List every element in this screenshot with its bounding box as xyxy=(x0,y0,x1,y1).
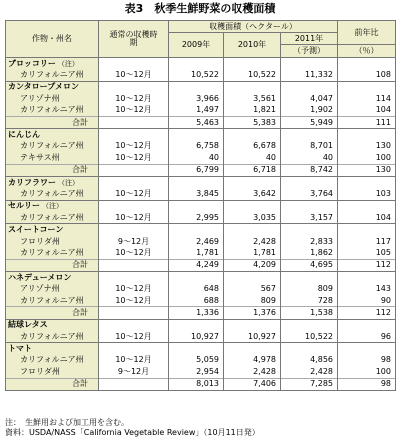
value-2010-cell: 4,978 xyxy=(224,355,281,366)
value-2011-cell: 8,742 xyxy=(281,164,338,176)
value-2011-cell xyxy=(281,58,338,70)
header-period: 通常の収穫時期 xyxy=(99,21,169,58)
value-2009-cell xyxy=(169,129,224,141)
period-cell xyxy=(99,200,169,212)
value-2009-cell: 3,845 xyxy=(169,188,224,200)
state-row xyxy=(6,283,396,294)
total-row xyxy=(6,307,396,319)
row-name-cell xyxy=(6,307,99,319)
period-cell: 10～12月 xyxy=(99,105,169,117)
harvest-area-table xyxy=(5,20,396,391)
value-2009-cell xyxy=(169,224,224,236)
total-row xyxy=(6,164,396,176)
harvest-area-table-wrapper xyxy=(5,20,395,391)
row-name: ブロッコリー xyxy=(8,58,56,68)
table-header xyxy=(6,21,396,58)
table-body xyxy=(6,58,396,391)
row-name-cell xyxy=(6,129,99,141)
yoy-cell: 103 xyxy=(338,188,396,200)
value-2009-cell: 6,758 xyxy=(169,141,224,152)
crop-row xyxy=(6,58,396,70)
row-name-cell xyxy=(6,188,99,200)
state-row xyxy=(6,295,396,307)
yoy-cell: 100 xyxy=(338,366,396,378)
value-2010-cell xyxy=(224,272,281,284)
period-cell xyxy=(99,319,169,331)
row-note-marker: （注） xyxy=(42,202,63,211)
yoy-cell: 104 xyxy=(338,212,396,224)
value-2010-cell: 4,209 xyxy=(224,259,281,271)
row-name: フロリダ州 xyxy=(20,236,60,246)
period-cell: 10～12月 xyxy=(99,93,169,104)
row-name-cell xyxy=(6,247,99,259)
row-name-cell xyxy=(6,69,99,81)
value-2010-cell xyxy=(224,200,281,212)
row-name: トマト xyxy=(8,344,32,354)
value-2011-cell xyxy=(281,272,338,284)
period-cell: 9～12月 xyxy=(99,236,169,247)
value-2010-cell xyxy=(224,343,281,355)
value-2011-cell: 1,862 xyxy=(281,247,338,259)
value-2010-cell: 1,821 xyxy=(224,105,281,117)
row-note-marker: （注） xyxy=(58,178,79,187)
yoy-cell xyxy=(338,176,396,188)
value-2009-cell: 4,249 xyxy=(169,259,224,271)
value-2011-cell: 809 xyxy=(281,283,338,294)
row-name-cell xyxy=(6,116,99,128)
total-row xyxy=(6,259,396,271)
value-2010-cell xyxy=(224,319,281,331)
row-name-cell xyxy=(6,378,99,390)
header-2009: 2009年 xyxy=(169,33,224,58)
yoy-cell: 90 xyxy=(338,295,396,307)
row-name-cell xyxy=(6,259,99,271)
state-row xyxy=(6,69,396,81)
yoy-cell: 111 xyxy=(338,116,396,128)
value-2009-cell: 6,799 xyxy=(169,164,224,176)
period-cell: 10～12月 xyxy=(99,212,169,224)
value-2010-cell xyxy=(224,129,281,141)
header-yoy: 前年比 xyxy=(338,21,396,45)
crop-row xyxy=(6,319,396,331)
yoy-cell: 114 xyxy=(338,93,396,104)
yoy-cell xyxy=(338,58,396,70)
state-row xyxy=(6,331,396,343)
yoy-cell: 104 xyxy=(338,105,396,117)
value-2011-cell: 8,701 xyxy=(281,141,338,152)
value-2011-cell: 4,695 xyxy=(281,259,338,271)
period-cell xyxy=(99,307,169,319)
period-cell: 10～12月 xyxy=(99,141,169,152)
value-2011-cell xyxy=(281,176,338,188)
yoy-cell xyxy=(338,200,396,212)
row-name: カリフォルニア州 xyxy=(20,331,84,341)
row-name: カリフォルニア州 xyxy=(20,355,84,365)
crop-row xyxy=(6,200,396,212)
crop-row xyxy=(6,272,396,284)
value-2010-cell xyxy=(224,176,281,188)
yoy-cell: 105 xyxy=(338,247,396,259)
row-name-cell xyxy=(6,176,99,188)
header-2010: 2010年 xyxy=(224,33,281,58)
value-2011-cell: 7,285 xyxy=(281,378,338,390)
header-yoy-unit: （％） xyxy=(338,45,396,58)
row-name: アリゾナ州 xyxy=(20,93,60,103)
value-2011-cell xyxy=(281,200,338,212)
state-row xyxy=(6,93,396,104)
row-name: カリフォルニア州 xyxy=(20,247,84,257)
value-2011-cell: 4,856 xyxy=(281,355,338,366)
value-2009-cell: 2,469 xyxy=(169,236,224,247)
value-2011-cell: 40 xyxy=(281,152,338,164)
yoy-cell: 117 xyxy=(338,236,396,247)
value-2010-cell: 1,376 xyxy=(224,307,281,319)
row-note-marker: （注） xyxy=(57,59,79,68)
yoy-cell: 143 xyxy=(338,283,396,294)
header-area: 収穫面積（ヘクタール） xyxy=(169,21,338,33)
row-name: カリフォルニア州 xyxy=(20,295,84,305)
value-2010-cell: 5,383 xyxy=(224,116,281,128)
yoy-cell: 112 xyxy=(338,307,396,319)
row-name: にんじん xyxy=(8,130,40,140)
row-name-cell xyxy=(6,93,99,104)
value-2010-cell: 3,561 xyxy=(224,93,281,104)
value-2010-cell xyxy=(224,224,281,236)
period-cell: 9～12月 xyxy=(99,366,169,378)
value-2010-cell: 3,035 xyxy=(224,212,281,224)
value-2009-cell xyxy=(169,272,224,284)
value-2009-cell: 648 xyxy=(169,283,224,294)
row-name: カリフォルニア州 xyxy=(20,188,84,198)
value-2011-cell xyxy=(281,343,338,355)
row-name: カリフラワー xyxy=(8,177,56,187)
value-2011-cell: 5,949 xyxy=(281,116,338,128)
row-name-cell xyxy=(6,319,99,331)
period-cell: 10～12月 xyxy=(99,247,169,259)
period-cell xyxy=(99,116,169,128)
yoy-cell: 100 xyxy=(338,152,396,164)
row-name: 合計 xyxy=(72,307,88,317)
row-name-cell xyxy=(6,355,99,366)
value-2010-cell: 2,428 xyxy=(224,366,281,378)
crop-row xyxy=(6,176,396,188)
value-2009-cell: 40 xyxy=(169,152,224,164)
state-row xyxy=(6,141,396,152)
period-cell: 10～12月 xyxy=(99,188,169,200)
value-2009-cell: 10,927 xyxy=(169,331,224,343)
value-2010-cell: 1,781 xyxy=(224,247,281,259)
row-name: カンタロープメロン xyxy=(8,82,79,92)
value-2010-cell xyxy=(224,58,281,70)
period-cell: 10～12月 xyxy=(99,331,169,343)
row-name-cell xyxy=(6,224,99,236)
value-2010-cell: 6,678 xyxy=(224,141,281,152)
value-2009-cell xyxy=(169,319,224,331)
total-row xyxy=(6,378,396,390)
footnote: 注： 生鮮用および加工用を含む。 xyxy=(5,418,129,427)
header-2011: 2011年 xyxy=(281,33,338,45)
value-2009-cell: 1,781 xyxy=(169,247,224,259)
row-name: カリフォルニア州 xyxy=(20,212,84,222)
row-name: アリゾナ州 xyxy=(20,284,60,294)
table-title: 表3 秋季生鮮野菜の収穫面積 xyxy=(124,2,276,15)
value-2010-cell: 40 xyxy=(224,152,281,164)
row-name-cell xyxy=(6,272,99,284)
period-cell xyxy=(99,343,169,355)
value-2009-cell: 2,995 xyxy=(169,212,224,224)
row-name: カリフォルニア州 xyxy=(20,105,84,115)
value-2009-cell: 5,463 xyxy=(169,116,224,128)
state-row xyxy=(6,236,396,247)
yoy-cell: 98 xyxy=(338,355,396,366)
row-name-cell xyxy=(6,58,99,70)
row-name: セルリー xyxy=(8,201,40,211)
row-name: ハネデューメロン xyxy=(8,272,72,282)
yoy-cell: 108 xyxy=(338,69,396,81)
period-cell xyxy=(99,58,169,70)
yoy-cell xyxy=(338,272,396,284)
total-row xyxy=(6,116,396,128)
state-row xyxy=(6,188,396,200)
value-2011-cell: 2,833 xyxy=(281,236,338,247)
value-2009-cell: 3,966 xyxy=(169,93,224,104)
yoy-cell xyxy=(338,81,396,93)
value-2009-cell xyxy=(169,176,224,188)
period-cell: 10～12月 xyxy=(99,355,169,366)
value-2009-cell xyxy=(169,81,224,93)
row-name-cell xyxy=(6,343,99,355)
state-row xyxy=(6,212,396,224)
value-2010-cell: 2,428 xyxy=(224,236,281,247)
yoy-cell: 98 xyxy=(338,378,396,390)
crop-row xyxy=(6,129,396,141)
row-name-cell xyxy=(6,295,99,307)
value-2011-cell: 4,047 xyxy=(281,93,338,104)
row-name-cell xyxy=(6,81,99,93)
row-name: カリフォルニア州 xyxy=(20,70,84,80)
crop-row xyxy=(6,224,396,236)
value-2011-cell xyxy=(281,81,338,93)
value-2011-cell: 10,522 xyxy=(281,331,338,343)
value-2009-cell: 5,059 xyxy=(169,355,224,366)
value-2011-cell: 11,332 xyxy=(281,69,338,81)
value-2010-cell: 10,522 xyxy=(224,69,281,81)
value-2011-cell: 3,764 xyxy=(281,188,338,200)
state-row xyxy=(6,105,396,117)
row-name: 結球レタス xyxy=(8,320,48,330)
value-2011-cell: 3,157 xyxy=(281,212,338,224)
row-name-cell xyxy=(6,331,99,343)
state-row xyxy=(6,366,396,378)
row-name: 合計 xyxy=(72,117,88,127)
row-name-cell xyxy=(6,164,99,176)
row-name-cell xyxy=(6,200,99,212)
value-2010-cell: 809 xyxy=(224,295,281,307)
value-2009-cell: 2,954 xyxy=(169,366,224,378)
header-2011-forecast: （予測） xyxy=(281,45,338,58)
value-2009-cell xyxy=(169,343,224,355)
value-2010-cell xyxy=(224,81,281,93)
yoy-cell: 130 xyxy=(338,164,396,176)
period-cell xyxy=(99,164,169,176)
row-name-cell xyxy=(6,212,99,224)
period-cell: 10～12月 xyxy=(99,69,169,81)
row-name: 合計 xyxy=(72,165,88,175)
value-2011-cell: 2,428 xyxy=(281,366,338,378)
period-cell: 10～12月 xyxy=(99,283,169,294)
yoy-cell xyxy=(338,343,396,355)
period-cell xyxy=(99,81,169,93)
value-2011-cell xyxy=(281,224,338,236)
value-2011-cell xyxy=(281,129,338,141)
value-2009-cell xyxy=(169,58,224,70)
crop-row xyxy=(6,343,396,355)
value-2009-cell: 10,522 xyxy=(169,69,224,81)
period-cell xyxy=(99,176,169,188)
row-name-cell xyxy=(6,105,99,117)
period-cell: 10～12月 xyxy=(99,152,169,164)
source-note: 資料：USDA/NASS「California Vegetable Review」（10月11日発） xyxy=(5,428,260,437)
period-cell xyxy=(99,129,169,141)
yoy-cell xyxy=(338,129,396,141)
yoy-cell: 130 xyxy=(338,141,396,152)
crop-row xyxy=(6,81,396,93)
yoy-cell xyxy=(338,319,396,331)
yoy-cell: 112 xyxy=(338,259,396,271)
row-name: スイートコーン xyxy=(8,225,64,235)
value-2009-cell: 1,336 xyxy=(169,307,224,319)
period-cell xyxy=(99,224,169,236)
period-cell: 10～12月 xyxy=(99,295,169,307)
value-2010-cell: 7,406 xyxy=(224,378,281,390)
row-name-cell xyxy=(6,236,99,247)
row-name: カリフォルニア州 xyxy=(20,141,84,151)
state-row xyxy=(6,355,396,366)
value-2010-cell: 3,642 xyxy=(224,188,281,200)
row-name-cell xyxy=(6,141,99,152)
row-name-cell xyxy=(6,366,99,378)
value-2009-cell xyxy=(169,200,224,212)
value-2010-cell: 10,927 xyxy=(224,331,281,343)
row-name: 合計 xyxy=(72,379,88,389)
period-cell xyxy=(99,259,169,271)
value-2011-cell: 1,538 xyxy=(281,307,338,319)
period-cell xyxy=(99,378,169,390)
header-item: 作物・州名 xyxy=(6,21,99,58)
value-2011-cell: 728 xyxy=(281,295,338,307)
row-name-cell xyxy=(6,152,99,164)
value-2010-cell: 6,718 xyxy=(224,164,281,176)
value-2009-cell: 688 xyxy=(169,295,224,307)
value-2011-cell: 1,902 xyxy=(281,105,338,117)
state-row xyxy=(6,152,396,164)
value-2009-cell: 1,497 xyxy=(169,105,224,117)
row-name: 合計 xyxy=(72,260,88,270)
row-name: テキサス州 xyxy=(20,152,60,162)
yoy-cell xyxy=(338,224,396,236)
row-name-cell xyxy=(6,283,99,294)
row-name: フロリダ州 xyxy=(20,366,60,376)
value-2009-cell: 8,013 xyxy=(169,378,224,390)
value-2011-cell xyxy=(281,319,338,331)
state-row xyxy=(6,247,396,259)
yoy-cell: 96 xyxy=(338,331,396,343)
period-cell xyxy=(99,272,169,284)
value-2010-cell: 567 xyxy=(224,283,281,294)
